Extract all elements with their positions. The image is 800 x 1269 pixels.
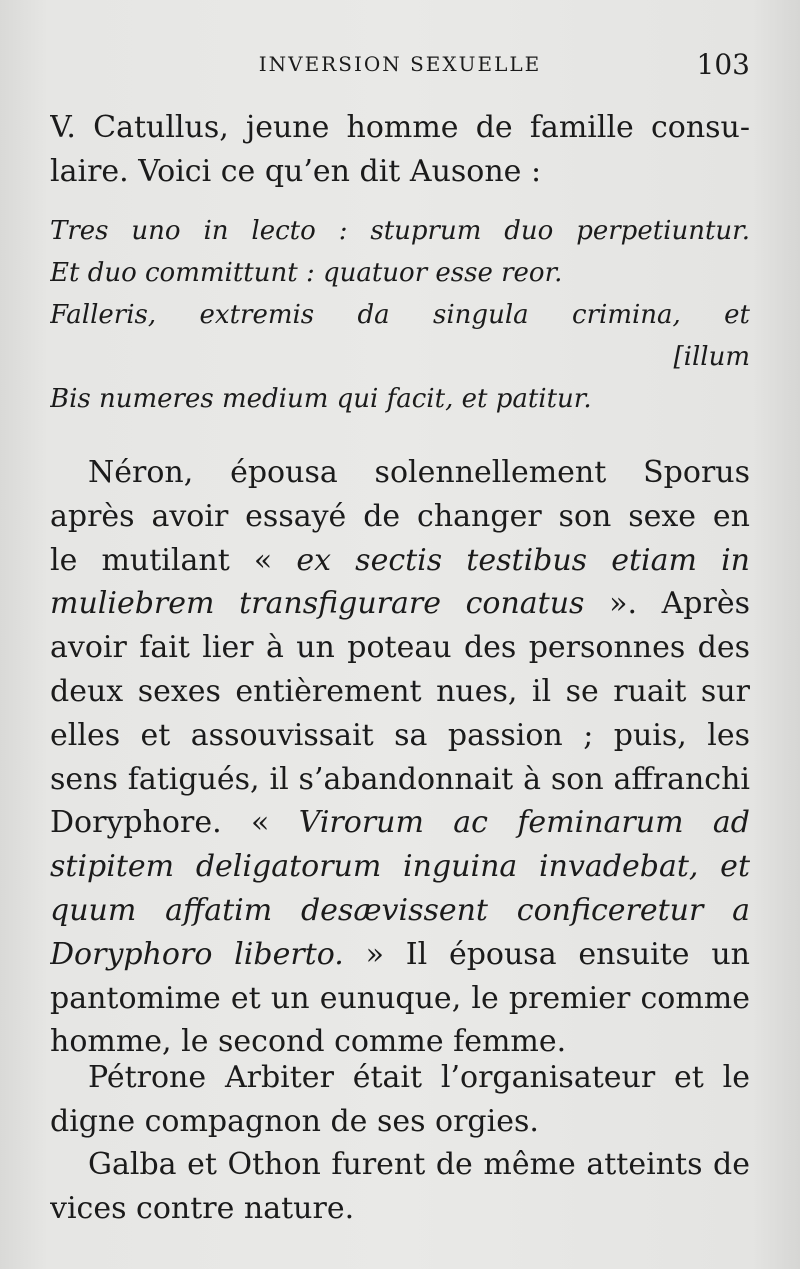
text-line <box>50 539 750 583</box>
text-line: Galba et Othon furent de même atteints de <box>88 1147 750 1182</box>
text-line: vices contre nature. <box>50 1190 355 1226</box>
text-line: Pétrone Arbiter était l’organisateur et le <box>88 1060 750 1095</box>
text-line: sens fatigués, il s’abandonnait à son affranchi <box>50 761 750 797</box>
text-line: laire. Voici ce qu’en dit Ausone : <box>50 153 542 189</box>
text-line: pantomime et un eunuque, le premier comme <box>50 980 750 1016</box>
text-line: après avoir essayé de changer son sexe en <box>50 498 750 534</box>
text-line: digne compagnon de ses orgies. <box>50 1103 539 1139</box>
latin-quote: Doryphoro liberto. <box>50 936 344 972</box>
verse-line: Falleris, extremis da singula crimina, et <box>50 300 750 330</box>
text-line <box>50 582 750 626</box>
verse-line: Bis numeres medium qui facit, et patitur. <box>50 384 592 414</box>
text-line: V. Catullus, jeune homme de famille consu- <box>50 110 750 145</box>
text-line: deux sexes entièrement nues, il se ruait sur <box>50 673 750 709</box>
verse-line: Et duo committunt : quatuor esse reor. <box>50 258 563 288</box>
paragraph-petrone <box>50 1056 750 1144</box>
text-segment: le mutilant « <box>50 542 297 578</box>
text-segment: Doryphore. « <box>50 805 299 841</box>
latin-quote: muliebrem transfigurare conatus <box>50 586 585 622</box>
latin-quote-line: quum affatim desævissent conficeretur a <box>50 892 750 928</box>
verse-line: Tres uno in lecto : stuprum duo perpetiuntur. <box>50 216 750 246</box>
page-number: 103 <box>696 48 750 81</box>
text-line: Néron, épousa solennellement Sporus <box>88 455 750 490</box>
intro-paragraph <box>50 106 750 194</box>
latin-quote: Virorum ac feminarum ad <box>298 805 750 841</box>
verse-line-continuation: [illum <box>673 342 750 372</box>
text-line: elles et assouvissait sa passion ; puis, les <box>50 717 750 753</box>
running-head <box>50 48 750 84</box>
paragraph-galba <box>50 1143 750 1231</box>
paragraph-neron <box>50 451 750 1064</box>
latin-quote-line: stipitem deligatorum inguina invadebat, et <box>50 849 750 885</box>
text-line: avoir fait lier à un poteau des personnes des <box>50 630 750 666</box>
latin-verse <box>50 210 750 420</box>
text-segment: ». Après <box>584 586 750 622</box>
text-line <box>50 801 750 845</box>
text-segment: » Il épousa ensuite un <box>343 936 750 972</box>
latin-quote: ex sectis testibus etiam in <box>296 542 750 578</box>
text-line: homme, le second comme femme. <box>50 1024 567 1060</box>
running-title: INVERSION SEXUELLE <box>258 52 542 76</box>
text-line <box>50 933 750 977</box>
